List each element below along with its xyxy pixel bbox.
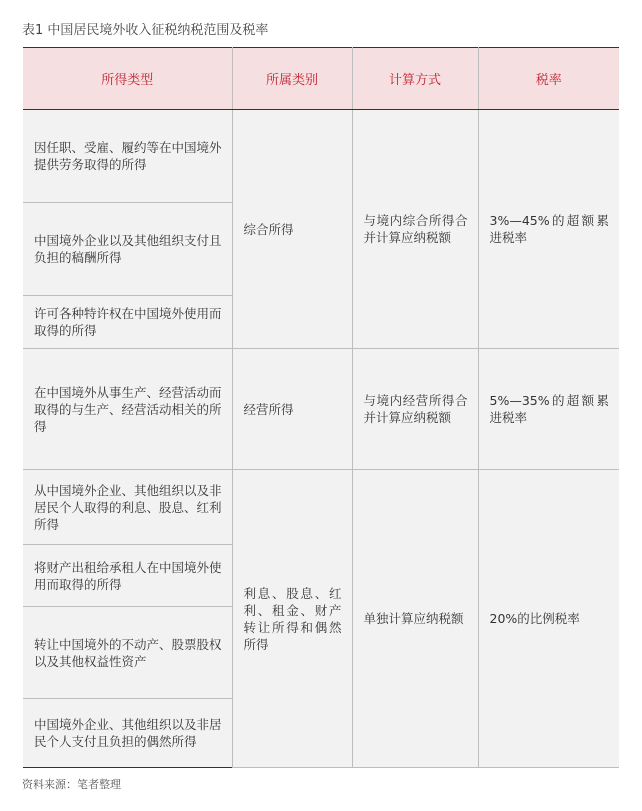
tax-scope-table bbox=[23, 47, 619, 768]
calc-method-cell: 与境内综合所得合并计算应纳税额 bbox=[352, 110, 478, 349]
income-type-cell: 中国境外企业、其他组织以及非居民个人支付且负担的偶然所得 bbox=[23, 699, 232, 768]
table-row bbox=[23, 110, 619, 203]
calc-method-cell: 单独计算应纳税额 bbox=[352, 470, 478, 768]
table-row bbox=[23, 349, 619, 470]
category-cell: 综合所得 bbox=[232, 110, 352, 349]
header-income-type: 所得类型 bbox=[23, 48, 232, 110]
table-caption: 表1 中国居民境外收入征税纳税范围及税率 bbox=[22, 23, 269, 38]
header-category: 所属类别 bbox=[232, 48, 352, 110]
source-note: 资料来源：笔者整理 bbox=[22, 778, 121, 791]
table-row bbox=[23, 470, 619, 545]
income-type-cell: 将财产出租给承租人在中国境外使用而取得的所得 bbox=[23, 545, 232, 607]
tax-rate-cell: 20%的比例税率 bbox=[478, 470, 619, 768]
header-tax-rate: 税率 bbox=[478, 48, 619, 110]
income-type-cell: 中国境外企业以及其他组织支付且负担的稿酬所得 bbox=[23, 203, 232, 296]
income-type-cell: 从中国境外企业、其他组织以及非居民个人取得的利息、股息、红利所得 bbox=[23, 470, 232, 545]
category-cell: 利息、股息、红利、租金、财产转让所得和偶然所得 bbox=[232, 470, 352, 768]
tax-rate-cell: 3%—45%的超额累进税率 bbox=[478, 110, 619, 349]
tax-rate-cell: 5%—35%的超额累进税率 bbox=[478, 349, 619, 470]
category-cell: 经营所得 bbox=[232, 349, 352, 470]
income-type-cell: 因任职、受雇、履约等在中国境外提供劳务取得的所得 bbox=[23, 110, 232, 203]
calc-method-cell: 与境内经营所得合并计算应纳税额 bbox=[352, 349, 478, 470]
income-type-cell: 转让中国境外的不动产、股票股权以及其他权益性资产 bbox=[23, 607, 232, 699]
income-type-cell: 在中国境外从事生产、经营活动而取得的与生产、经营活动相关的所得 bbox=[23, 349, 232, 470]
income-type-cell: 许可各种特许权在中国境外使用而取得的所得 bbox=[23, 296, 232, 349]
header-calc-method: 计算方式 bbox=[352, 48, 478, 110]
header-row bbox=[23, 48, 619, 110]
